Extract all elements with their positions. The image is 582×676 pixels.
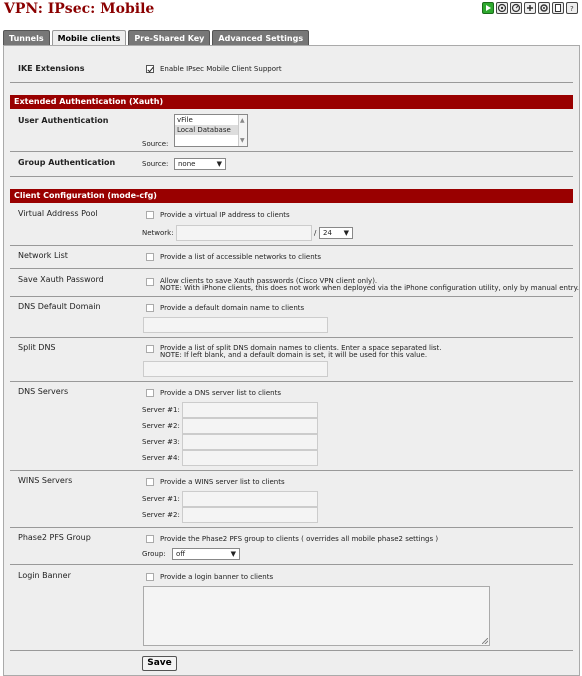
slash-label: /	[314, 229, 317, 237]
svg-text:?: ?	[570, 5, 574, 13]
dns-server-input[interactable]	[182, 402, 318, 418]
dns-servers-label: DNS Servers	[18, 387, 69, 396]
ike-extensions-row	[146, 65, 282, 73]
save-xauth-note: NOTE: With iPhone clients, this does not work when deployed via the iPhone configuration utility, only by manual entry.	[160, 284, 579, 292]
dns-server-input[interactable]	[182, 450, 318, 466]
tab-tunnels[interactable]: Tunnels	[3, 30, 50, 45]
save-xauth-label: Save Xauth Password	[18, 275, 104, 284]
divider	[10, 151, 573, 152]
divider	[10, 268, 573, 269]
pfs-group-select[interactable]	[172, 548, 240, 560]
divider	[10, 381, 573, 382]
split-dns-label: Split DNS	[18, 343, 56, 352]
group-auth-source-value: none	[178, 160, 196, 168]
ike-extensions-checkbox[interactable]	[146, 65, 154, 73]
tab-pre-shared-key[interactable]: Pre-Shared Key	[128, 30, 210, 45]
divider	[10, 176, 573, 177]
mask-select[interactable]	[319, 227, 353, 239]
scroll-down-icon[interactable]: ▼	[240, 137, 245, 144]
group-auth-source-select[interactable]	[174, 158, 226, 170]
xauth-section-header: Extended Authentication (Xauth)	[10, 95, 573, 109]
divider	[10, 337, 573, 338]
ike-extensions-checkbox-label: Enable IPsec Mobile Client Support	[160, 65, 282, 73]
add-icon[interactable]	[524, 2, 536, 14]
user-auth-option[interactable]: vFile	[177, 116, 193, 124]
split-dns-checkbox[interactable]	[146, 345, 154, 353]
dns-domain-checkbox[interactable]	[146, 304, 154, 312]
network-list-checkbox-label: Provide a list of accessible networks to clients	[160, 253, 322, 261]
chevron-down-icon: ▼	[230, 550, 236, 558]
wins-server-input[interactable]	[182, 491, 318, 507]
chevron-down-icon: ▼	[216, 160, 222, 168]
chevron-down-icon: ▼	[343, 229, 349, 237]
tab-bar	[3, 30, 309, 45]
network-list-label: Network List	[18, 251, 68, 260]
dns-domain-label: DNS Default Domain	[18, 302, 101, 311]
divider	[10, 527, 573, 528]
pfs-group-value: off	[176, 550, 186, 558]
help-icon[interactable]	[496, 2, 508, 14]
dns-domain-checkbox-label: Provide a default domain name to clients	[160, 304, 305, 312]
save-button[interactable]: Save	[142, 656, 177, 671]
list-scrollbar[interactable]	[238, 115, 247, 146]
dns-server-input[interactable]	[182, 434, 318, 450]
divider	[10, 470, 573, 471]
user-auth-label: User Authentication	[18, 116, 109, 125]
login-banner-label: Login Banner	[18, 571, 71, 580]
play-icon[interactable]	[482, 2, 494, 14]
scroll-up-icon[interactable]: ▲	[240, 117, 245, 124]
wins-server-input[interactable]	[182, 507, 318, 523]
wins-servers-label: WINS Servers	[18, 476, 73, 485]
divider	[10, 564, 573, 565]
mask-value: 24	[323, 229, 332, 237]
settings-panel	[3, 45, 580, 676]
virtual-pool-row	[146, 211, 290, 219]
dns-servers-checkbox[interactable]	[146, 389, 154, 397]
network-label: Network:	[142, 229, 174, 237]
divider	[10, 82, 573, 83]
dns-servers-checkbox-label: Provide a DNS server list to clients	[160, 389, 281, 397]
group-auth-label: Group Authentication	[18, 158, 116, 167]
virtual-pool-label: Virtual Address Pool	[18, 209, 98, 218]
user-auth-option[interactable]: Local Database	[175, 125, 247, 135]
wins-servers-checkbox-label: Provide a WINS server list to clients	[160, 478, 285, 486]
client-config-section-header: Client Configuration (mode-cfg)	[10, 189, 573, 203]
tab-mobile-clients[interactable]: Mobile clients	[52, 30, 127, 45]
login-banner-checkbox-label: Provide a login banner to clients	[160, 573, 274, 581]
network-list-row	[146, 253, 321, 261]
divider	[10, 650, 573, 651]
wins-servers-checkbox[interactable]	[146, 478, 154, 486]
wins-servers-row	[146, 478, 285, 486]
wins-server-label: Server #2:	[142, 511, 180, 519]
doc-icon[interactable]	[552, 2, 564, 14]
wins-server-label: Server #1:	[142, 495, 180, 503]
dns-server-label: Server #3:	[142, 438, 180, 446]
pfs-group-checkbox-label: Provide the Phase2 PFS group to clients ( overrides all mobile phase2 settings )	[160, 535, 439, 543]
gear-icon[interactable]	[538, 2, 550, 14]
network-input[interactable]	[176, 225, 312, 241]
dns-domain-row	[146, 304, 304, 312]
dns-domain-input[interactable]	[143, 317, 328, 333]
dns-server-label: Server #1:	[142, 406, 180, 414]
virtual-pool-checkbox[interactable]	[146, 211, 154, 219]
login-banner-checkbox[interactable]	[146, 573, 154, 581]
save-xauth-checkbox[interactable]	[146, 278, 154, 286]
help-book-icon[interactable]	[566, 2, 578, 14]
dns-server-label: Server #2:	[142, 422, 180, 430]
split-dns-note: NOTE: If left blank, and a default domain is set, it will be used for this value.	[160, 351, 428, 359]
dns-server-input[interactable]	[182, 418, 318, 434]
log-icon[interactable]	[510, 2, 522, 14]
user-auth-source-list[interactable]	[174, 114, 248, 147]
resize-grip-icon[interactable]	[482, 638, 488, 644]
login-banner-row	[146, 573, 273, 581]
network-list-checkbox[interactable]	[146, 253, 154, 261]
top-bar	[0, 0, 582, 26]
save-xauth-checkbox-label: Allow clients to save Xauth passwords (Cisco VPN client only).	[160, 277, 378, 285]
group-auth-source-label: Source:	[142, 160, 169, 168]
user-auth-source-label: Source:	[142, 140, 169, 148]
divider	[10, 296, 573, 297]
tab-advanced-settings[interactable]: Advanced Settings	[212, 30, 309, 45]
divider	[10, 245, 573, 246]
page-title: VPN: IPsec: Mobile	[4, 1, 155, 17]
split-dns-input[interactable]	[143, 361, 328, 377]
login-banner-textarea[interactable]	[143, 586, 490, 646]
pfs-group-select-label: Group:	[142, 550, 166, 558]
virtual-pool-checkbox-label: Provide a virtual IP address to clients	[160, 211, 290, 219]
pfs-group-row	[146, 535, 438, 543]
dns-server-label: Server #4:	[142, 454, 180, 462]
pfs-group-label: Phase2 PFS Group	[18, 533, 91, 542]
split-dns-checkbox-label: Provide a list of split DNS domain names to clients. Enter a space separated list.	[160, 344, 442, 352]
toolbar-icons	[482, 2, 578, 14]
ike-extensions-label: IKE Extensions	[18, 64, 85, 73]
pfs-group-checkbox[interactable]	[146, 535, 154, 543]
dns-servers-row	[146, 389, 281, 397]
